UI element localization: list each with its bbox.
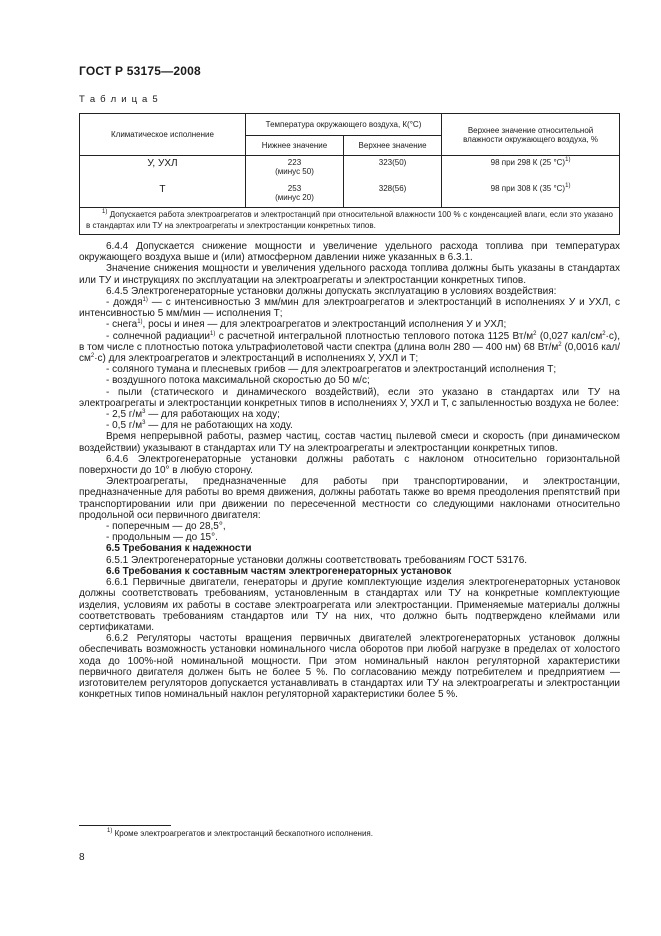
table-row-low: 223 (минус 50) (245, 156, 343, 182)
item-rain: - дождя$^{1)}$ — с интенсивностью 3 мм/мин для электроагрегатов и электростанций в исполнениях У и УХЛ, с интенсивностью 5 мм/мин — исполнения Т; (79, 297, 620, 320)
para-6-6-2: 6.6.2 Регуляторы частоты вращения первичных двигателей электрогенераторных установок должны обеспечивать возможность установки номинального числа оборотов при любой нагрузке в пределах от холостого хода до 100%-ной номинальной мощности. При этом номинальный наклон регуляторной характеристики первичного двигателя должен быть не более 5 %. По согласованию между потребителем и предприятием — изготовителем регуляторов допускается устанавливать в стандартах или ТУ на электроагрегаты и электростанции конкретных типов номинальный наклон регуляторной характеристики более 5 %. (79, 633, 620, 701)
section-6-5: 6.5 Требования к надежности (106, 543, 252, 555)
climate-table (79, 113, 620, 235)
table-row-high: 328(56) (344, 182, 442, 208)
page-footnote: $^{1)}$ Кроме электроагрегатов и электростанций бескапотного исполнения. (107, 828, 373, 838)
item-tilt-2: - продольным — до 15°. (106, 532, 218, 544)
para-6-5-1: 6.5.1 Электрогенераторные установки должны соответствовать требованиям ГОСТ 53176. (106, 554, 528, 566)
document-header: ГОСТ Р 53175—2008 (79, 64, 201, 78)
col-temp-high-header: Верхнее значение (344, 136, 442, 156)
item-dust-1: - 2,5 $г/м^3$ — для работающих на ходу; (106, 409, 280, 421)
item-dust-2: - 0,5 $г/м^3$ — для не работающих на ходу. (106, 420, 293, 432)
table-row-climate: Т (80, 182, 246, 208)
body-text (79, 241, 620, 700)
section-6-6: 6.6 Требования к составным частям электрогенераторных установок (106, 565, 452, 577)
item-air: - воздушного потока максимальной скоростью до 50 м/с; (106, 375, 370, 387)
table-row-humidity: 98 при 308 К (35 °С)$^{1)}$ (442, 182, 620, 208)
table-row-climate: У, УХЛ (80, 156, 246, 182)
item-tilt-1: - поперечным — до 28,5°, (106, 521, 226, 533)
para-6-4-5: 6.4.5 Электрогенераторные установки должны допускать эксплуатацию в условиях воздействия: (106, 285, 557, 297)
item-fog: - соляного тумана и плесневых грибов — для электроагрегатов и электростанций исполнения Т; (106, 364, 557, 376)
col-temp-low-header: Нижнее значение (245, 136, 343, 156)
table-caption: Т а б л и ц а 5 (79, 94, 159, 105)
col-humidity-header: Верхнее значение относительной влажности окружающего воздуха, % (442, 114, 620, 156)
item-solar: - солнечной радиации$^{1)}$ с расчетной интегральной плотностью теплового потока 1125 $Вт/м^2$ (0,027 кал/$см^2\cdot с$), в том числе с плотностью потока ультрафиолетовой части спектра (длина волн 280 — 400 нм) 68 $Вт/м^2$ (0,0016 кал/$см^2\cdot с$) для электроагрегатов и электростанций в исполнениях У, УХЛ и Т; (79, 330, 620, 365)
table-row-low: 253 (минус 20) (245, 182, 343, 208)
para-6-4-6: 6.4.6 Электрогенераторные установки должны работать с наклоном относительно горизонтальной поверхности до 10° в любую сторону. (79, 453, 620, 477)
item-dust: - пыли (статического и динамического воздействий), если это указано в стандартах или ТУ на электроагрегаты и электростанции конкретных типов в исполнениях У, УХЛ и Т, с запыленностью воздуха не более: (79, 386, 620, 409)
footnote-divider (79, 825, 171, 826)
col-temp-header: Температура окружающего воздуха, К(°С) (245, 114, 441, 136)
para-6-4-6-b: Электроагрегаты, предназначенные для работы при транспортировании, и электростанции, предназначенные для работы во время движения, должны работать также во время преодоления препятствий при транспортировании или при движении по пересеченной местности со следующими наклонами относительно продольной оси первичного двигателя: (79, 476, 620, 521)
page-number: 8 (79, 852, 85, 863)
item-snow: - снега$^{1)}$, росы и инея — для электроагрегатов и электростанций исполнения У и УХЛ; (106, 319, 507, 331)
table-row-humidity: 98 при 298 К (25 °С)$^{1)}$ (442, 156, 620, 182)
table-row-high: 323(50) (344, 156, 442, 182)
para-6-4-4-b: Значение снижения мощности и увеличения удельного расхода топлива должны быть указаны в стандартах или ТУ и инструкциях по эксплуатации на электроагрегаты и электростанции конкретных типов. (79, 263, 620, 286)
para-dust-time: Время непрерывной работы, размер частиц, состав частиц пылевой смеси и скорость (при динамическом воздействии) указывают в стандартах или ТУ на электроагрегаты и электростанции конкретных типов. (79, 431, 620, 454)
col-climate-header: Климатическое исполнение (80, 114, 246, 156)
para-6-6-1: 6.6.1 Первичные двигатели, генераторы и другие комплектующие изделия электрогенераторных установок должны соответствовать требованиям, установленным в стандартах или ТУ на конкретные комплектующие изделия, условиям их работы в составе электроагрегата или электростанции. Применяемые материалы должны соответствовать требованиям стандартов или ТУ на них, что должно быть подтверждено клеймами или сертификатами. (79, 577, 620, 633)
para-6-4-4: 6.4.4 Допускается снижение мощности и увеличение удельного расхода топлива при температурах окружающего воздуха выше и (или) атмосферном давлении ниже указанных в 6.3.1. (79, 241, 620, 264)
table-footnote: $^{1)}$ Допускается работа электроагрегатов и электростанций при относительной влажности 100 % с конденсацией влаги, если это указано в стандартах или ТУ на электроагрегаты и электростанции конкретных типов. (80, 208, 620, 235)
